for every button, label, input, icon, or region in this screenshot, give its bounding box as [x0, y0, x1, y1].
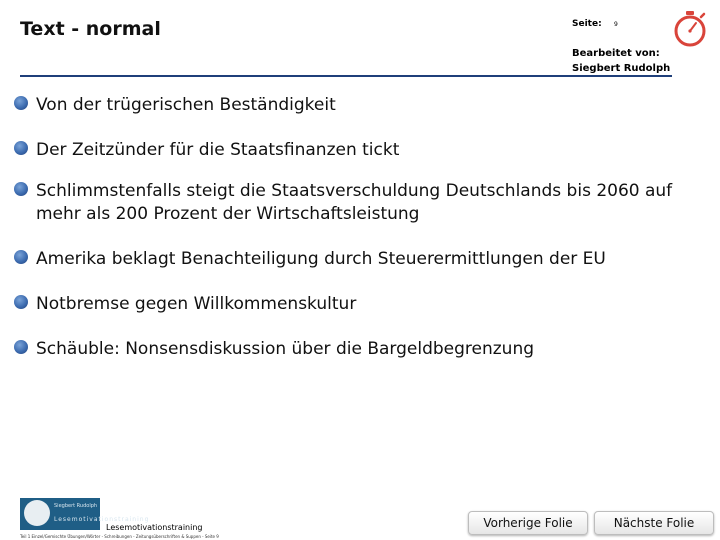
logo-line-1: Siegbert Rudolph	[54, 503, 98, 509]
bullet-text: Schäuble: Nonsensdiskussion über die Bargeldbegrenzung	[36, 339, 535, 359]
edited-by-block	[572, 46, 670, 76]
bullet-dot-icon	[14, 250, 28, 264]
bullet-dot-icon	[14, 295, 28, 309]
header-divider	[20, 75, 672, 77]
edited-label: Bearbeitet von:	[572, 48, 660, 59]
bullet-text: Amerika beklagt Benachteiligung durch Steuerermittlungen der EU	[36, 249, 606, 269]
author-logo	[20, 498, 150, 530]
bullet-dot-icon	[14, 182, 28, 196]
bullet-text: Von der trügerischen Beständigkeit	[36, 95, 336, 115]
logo-cloud-icon	[24, 500, 50, 526]
bullet-dot-icon	[14, 141, 28, 155]
next-slide-button[interactable]: Nächste Folie	[594, 511, 714, 535]
slide-title: Text - normal	[20, 18, 161, 40]
page-label: Seite:	[572, 19, 602, 29]
stopwatch-icon[interactable]	[672, 10, 708, 48]
previous-slide-button[interactable]: Vorherige Folie	[468, 511, 588, 535]
bullet-text: Der Zeitzünder für die Staatsfinanzen tickt	[36, 140, 400, 160]
edited-author: Siegbert Rudolph	[572, 63, 671, 74]
logo-line-2: Lesemotivationstraining	[54, 516, 150, 523]
footer-caption: Teil 1 Einzel/Gemischte Übungen/Wörter - Schreibungen - Zeitungsüberschriften & Suppen - Seite 9	[20, 534, 219, 539]
page-number: 9	[614, 21, 618, 28]
bullet-text: Schlimmstenfalls steigt die Staatsverschuldung Deutschlands bis 2060 auf mehr als 200 Prozent der Wirtschaftsleistung	[36, 181, 673, 224]
program-name: Lesemotivationstraining	[106, 523, 203, 532]
bullet-dot-icon	[14, 96, 28, 110]
bullet-dot-icon	[14, 340, 28, 354]
bullet-text: Notbremse gegen Willkommenskultur	[36, 294, 357, 314]
